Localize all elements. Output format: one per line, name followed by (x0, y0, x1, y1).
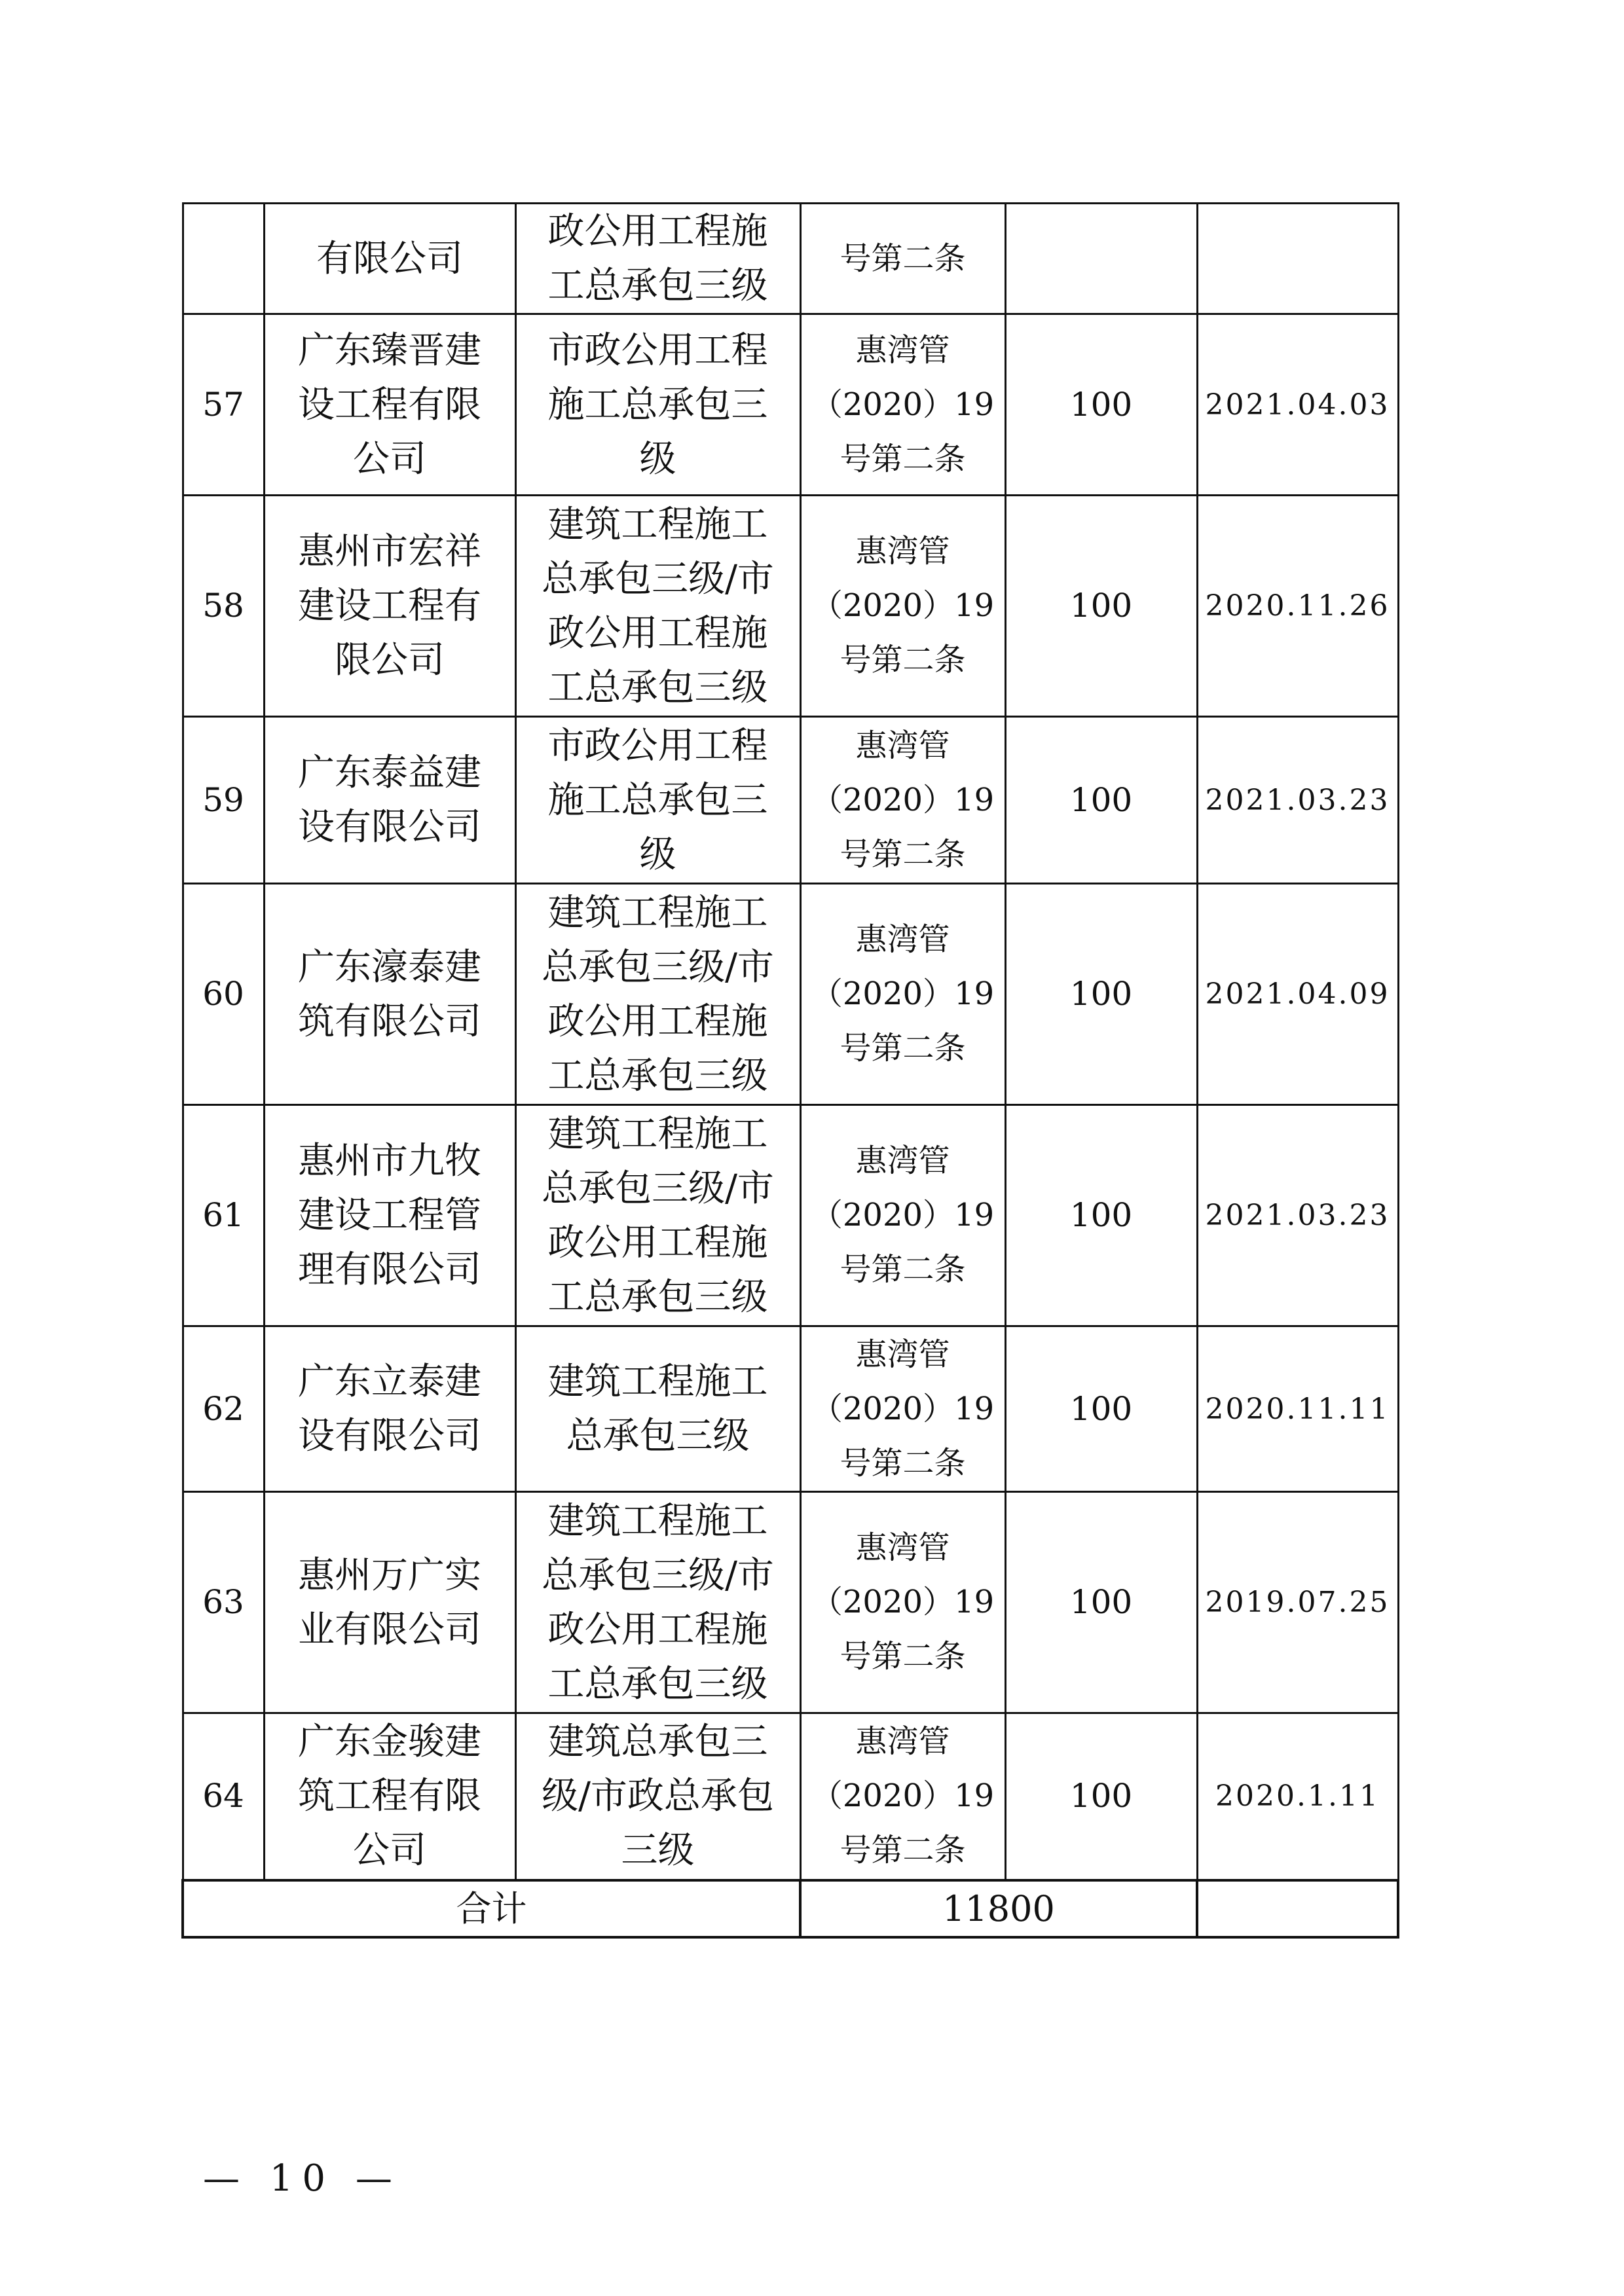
date: 2021.04.03 (1197, 314, 1398, 496)
company-name: 惠州万广实 业有限公司 (264, 1492, 515, 1713)
table-row (183, 204, 1398, 314)
qualification: 建筑工程施工 总承包三级/市 政公用工程施 工总承包三级 (515, 1492, 800, 1713)
row-number (183, 204, 264, 314)
date: 2021.03.23 (1197, 717, 1398, 884)
basis-document: 惠湾管 （2020）19 号第二条 (800, 1326, 1005, 1492)
amount: 100 (1005, 1105, 1197, 1326)
qualification: 建筑工程施工 总承包三级/市 政公用工程施 工总承包三级 (515, 884, 800, 1105)
row-number: 60 (183, 884, 264, 1105)
basis-document: 惠湾管 （2020）19 号第二条 (800, 496, 1005, 717)
basis-document: 惠湾管 （2020）19 号第二条 (800, 1492, 1005, 1713)
row-number: 59 (183, 717, 264, 884)
basis-document: 惠湾管 （2020）19 号第二条 (800, 1713, 1005, 1880)
qualification: 市政公用工程 施工总承包三 级 (515, 717, 800, 884)
qualification: 市政公用工程 施工总承包三 级 (515, 314, 800, 496)
table-row (183, 1492, 1398, 1713)
basis-document: 惠湾管 （2020）19 号第二条 (800, 884, 1005, 1105)
date (1197, 204, 1398, 314)
row-number: 57 (183, 314, 264, 496)
date: 2020.11.26 (1197, 496, 1398, 717)
date: 2021.04.09 (1197, 884, 1398, 1105)
amount: 100 (1005, 1713, 1197, 1880)
date: 2020.11.11 (1197, 1326, 1398, 1492)
row-number: 62 (183, 1326, 264, 1492)
table-row (183, 1713, 1398, 1880)
basis-document: 号第二条 (800, 204, 1005, 314)
table-row (183, 717, 1398, 884)
table-row (183, 1326, 1398, 1492)
company-name: 惠州市九牧 建设工程管 理有限公司 (264, 1105, 515, 1326)
company-name: 广东立泰建 设有限公司 (264, 1326, 515, 1492)
qualification: 建筑总承包三 级/市政总承包 三级 (515, 1713, 800, 1880)
row-number: 64 (183, 1713, 264, 1880)
table-row (183, 496, 1398, 717)
amount: 100 (1005, 314, 1197, 496)
date: 2021.03.23 (1197, 1105, 1398, 1326)
page-number: — 10 — (203, 2157, 401, 2200)
amount (1005, 204, 1197, 314)
total-row (183, 1880, 1398, 1937)
qualification: 建筑工程施工 总承包三级 (515, 1326, 800, 1492)
company-name: 广东臻晋建 设工程有限 公司 (264, 314, 515, 496)
table-row (183, 1105, 1398, 1326)
row-number: 58 (183, 496, 264, 717)
subsidy-table (181, 202, 1399, 1939)
company-name: 广东濠泰建 筑有限公司 (264, 884, 515, 1105)
company-name: 广东金骏建 筑工程有限 公司 (264, 1713, 515, 1880)
amount: 100 (1005, 1492, 1197, 1713)
basis-document: 惠湾管 （2020）19 号第二条 (800, 314, 1005, 496)
amount: 100 (1005, 717, 1197, 884)
company-name: 广东泰益建 设有限公司 (264, 717, 515, 884)
table-row (183, 884, 1398, 1105)
table-row (183, 314, 1398, 496)
total-label: 合计 (183, 1880, 800, 1937)
total-empty (1197, 1880, 1398, 1937)
row-number: 63 (183, 1492, 264, 1713)
amount: 100 (1005, 884, 1197, 1105)
company-name: 惠州市宏祥 建设工程有 限公司 (264, 496, 515, 717)
date: 2019.07.25 (1197, 1492, 1398, 1713)
date: 2020.1.11 (1197, 1713, 1398, 1880)
company-name: 有限公司 (264, 204, 515, 314)
qualification: 建筑工程施工 总承包三级/市 政公用工程施 工总承包三级 (515, 1105, 800, 1326)
total-value: 11800 (800, 1880, 1197, 1937)
basis-document: 惠湾管 （2020）19 号第二条 (800, 717, 1005, 884)
row-number: 61 (183, 1105, 264, 1326)
amount: 100 (1005, 496, 1197, 717)
qualification: 政公用工程施 工总承包三级 (515, 204, 800, 314)
amount: 100 (1005, 1326, 1197, 1492)
basis-document: 惠湾管 （2020）19 号第二条 (800, 1105, 1005, 1326)
qualification: 建筑工程施工 总承包三级/市 政公用工程施 工总承包三级 (515, 496, 800, 717)
